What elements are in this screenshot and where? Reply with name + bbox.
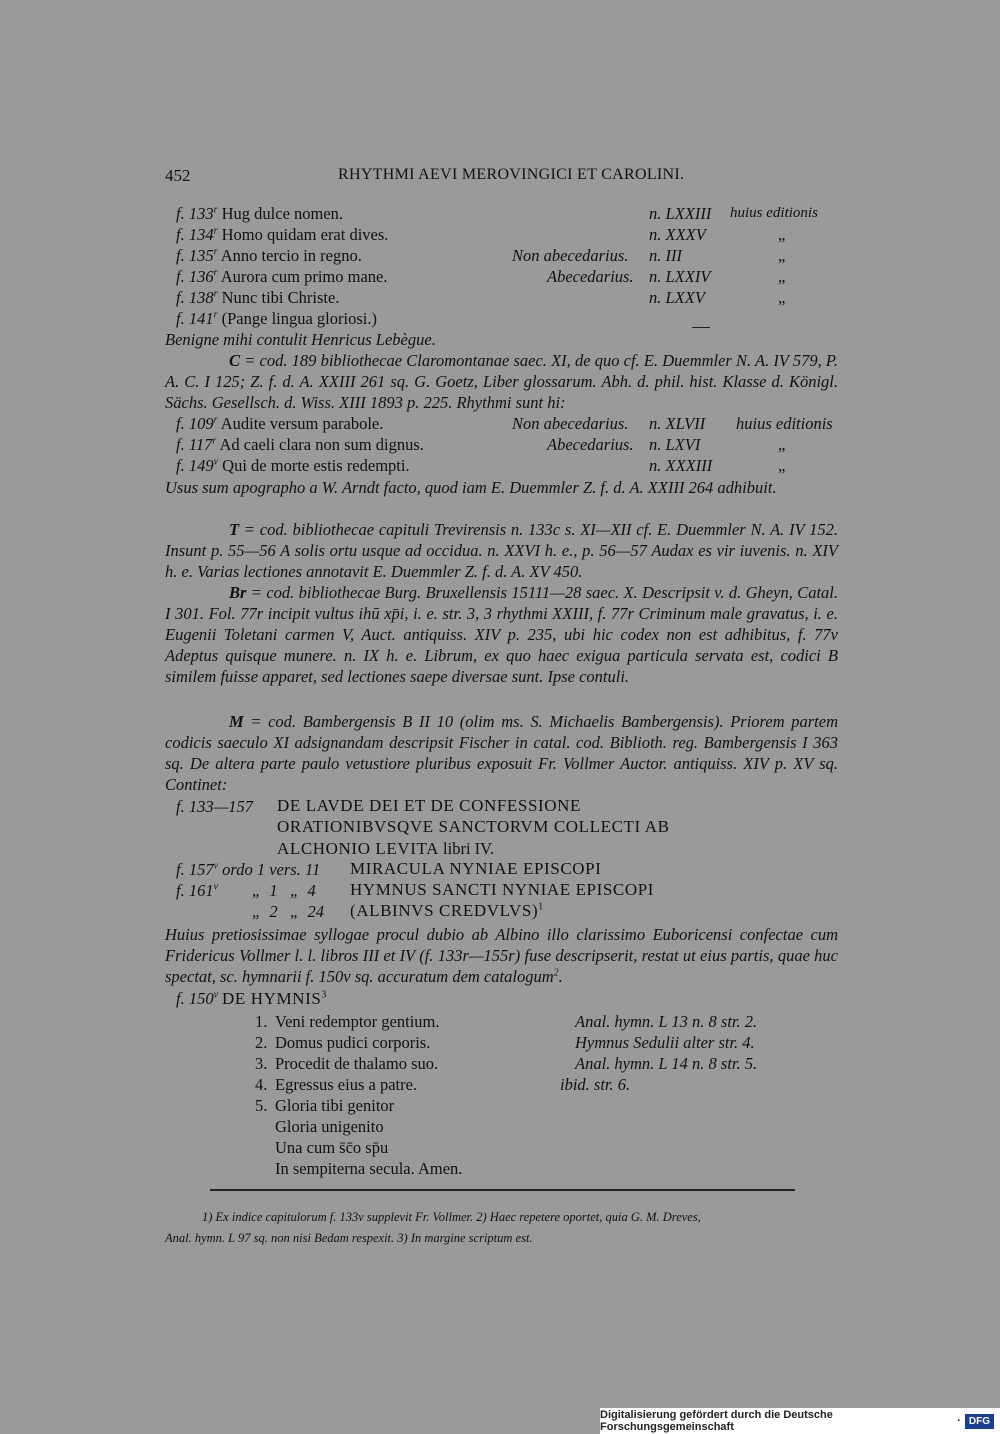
huius-paragraph: Huius pretiosissimae syllogae procul dubio ab Albino illo clarissimo Euboricensi confectae cum Fridericus Vollmer l. l. libros III et IV (f. 133r—155r) fuse descripserit, restat ut eius partis, quae huc spectat, sc. hymnarii f. 150v sq. accuratum dem catalogum$^2$. [165, 925, 838, 986]
hymn-incipit: Procedit de thalamo suo. [275, 1054, 439, 1073]
hymn-reference: Hymnus Sedulii alter str. 4. [575, 1033, 755, 1052]
hymnis-heading: f. 150$^v$ DE HYMNIS$^3$ [176, 989, 327, 1008]
hymn-line: In sempiterna secula. Amen. [275, 1159, 463, 1178]
hymn-number: 5. [255, 1096, 268, 1115]
index-row: f. 135$^r$ Anno tercio in regno. [176, 246, 362, 265]
index-type: Abecedarius. [547, 267, 634, 286]
index-row: f. 136$^r$ Aurora cum primo mane. [176, 267, 388, 286]
contents-ref: „ 1 „ 4 [252, 881, 316, 900]
hymn-incipit: Gloria tibi genitor [275, 1096, 395, 1115]
benigne-note: Benigne mihi contulit Henricus Lebègue. [165, 330, 436, 349]
hymn-incipit: Egressus eius a patre. [275, 1075, 418, 1094]
index-number: n. XLVII [649, 414, 706, 433]
index-note: „ [778, 267, 786, 286]
index-note: huius editionis [736, 414, 833, 433]
index-number: n. LXXV [649, 288, 705, 307]
index-note: „ [778, 288, 786, 307]
digitization-credit: Digitalisierung gefördert durch die Deutsche Forschungsgemeinschaft · DFG [600, 1408, 1000, 1434]
hymn-line: Gloria unigenito [275, 1117, 384, 1136]
index-note: „ [778, 435, 786, 454]
index-type: Non abecedarius. [512, 414, 629, 433]
index-number: n. XXXV [649, 225, 706, 244]
contents-title: HYMNUS SANCTI NYNIAE EPISCOPI [350, 880, 655, 899]
index-number: n. XXXIII [649, 456, 713, 475]
contents-folio: f. 133—157 [176, 797, 254, 816]
hymn-reference: ibid. str. 6. [560, 1075, 631, 1094]
contents-ref: „ 2 „ 24 [252, 902, 324, 921]
contents-folio: f. 161$^v$ [176, 881, 219, 900]
hymn-reference: Anal. hymn. L 14 n. 8 str. 5. [575, 1054, 758, 1073]
contents-title: ORATIONIBVSQVE SANCTORVM COLLECTI AB [277, 817, 670, 836]
codex-c-description: C = cod. 189 bibliothecae Claromontanae saec. XI, de quo cf. E. Duemmler N. A. IV 579, P. A. C. I 125; Z. f. d. A. XXIII 261 sq. G. Goetz, Liber glossarum. Abh. d. phil. hist. Klasse d. Königl. Sächs. Gesellsch. d. Wiss. XIII 1893 p. 225. Rhythmi sunt hi: [165, 351, 839, 412]
index-number: n. LXXIII [649, 204, 712, 223]
index-note: „ [778, 456, 786, 475]
page-number: 452 [165, 166, 191, 185]
index-type: Non abecedarius. [512, 246, 629, 265]
index-dash [692, 318, 710, 336]
hymn-number: 1. [255, 1012, 268, 1031]
codex-t-description: T = cod. bibliothecae capituli Trevirensis n. 133c s. XI—XII cf. E. Duemmler N. A. IV 152. Insunt p. 55—56 A solis ortu usque ad occidua. n. XXVI h. e., p. 56—57 Audax es vir iuvenis. n. XIV h. e. Varias lectiones annotavit E. Duemmler Z. f. d. A. XV 450. [165, 520, 839, 581]
contents-title: ALCHONIO LEVITA libri IV. [277, 839, 495, 858]
footnote-line: Anal. hymn. L 97 sq. non nisi Bedam respexit. 3) In margine scriptum est. [165, 1231, 533, 1245]
index-number: n. LXVI [649, 435, 701, 454]
index-row: f. 134$^r$ Homo quidam erat dives. [176, 225, 389, 244]
index-row: f. 109$^r$ Audite versum parabole. [176, 414, 384, 433]
credit-text: Digitalisierung gefördert durch die Deutsche Forschungsgemeinschaft [600, 1409, 833, 1433]
dfg-logo: DFG [965, 1414, 994, 1429]
contents-title: DE LAVDE DEI ET DE CONFESSIONE [277, 796, 582, 815]
hymn-number: 3. [255, 1054, 268, 1073]
index-note: „ [778, 246, 786, 265]
hymn-number: 4. [255, 1075, 268, 1094]
running-head: RHYTHMI AEVI MEROVINGICI ET CAROLINI. [338, 166, 685, 183]
hymn-line: Una cum s̄c̄o sp̄u [275, 1138, 389, 1157]
index-number: n. LXXIV [649, 267, 711, 286]
index-row: f. 141$^r$ (Pange lingua gloriosi.) [176, 309, 377, 328]
hymn-reference: Anal. hymn. L 13 n. 8 str. 2. [575, 1012, 758, 1031]
index-row: f. 117$^r$ Ad caeli clara non sum dignus. [176, 435, 424, 454]
contents-title: MIRACULA NYNIAE EPISCOPI [350, 859, 602, 878]
index-number: n. III [649, 246, 682, 265]
footnote-rule [210, 1189, 795, 1191]
contents-title: (ALBINVS CREDVLVS)$^1$ [350, 901, 544, 920]
hymn-incipit: Veni redemptor gentium. [275, 1012, 440, 1031]
usus-note: Usus sum apographo a W. Arndt facto, quod iam E. Duemmler Z. f. d. A. XXIII 264 adhibuit. [165, 478, 777, 497]
footnote-line: 1) Ex indice capitulorum f. 133v supplevit Fr. Vollmer. 2) Haec repetere oportet, quia G. M. Dreves, [202, 1210, 701, 1224]
index-row: f. 133$^r$ Hug dulce nomen. [176, 204, 344, 223]
contents-folio: f. 157$^v$ ordo 1 vers. 11 [176, 860, 321, 879]
hymn-number: 2. [255, 1033, 268, 1052]
hymn-incipit: Domus pudici corporis. [275, 1033, 431, 1052]
codex-br-description: Br = cod. bibliothecae Burg. Bruxellensis 15111—28 saec. X. Descripsit v. d. Gheyn, Catal. I 301. Fol. 77r incipit vultus ihū xp̄i, i. e. str. 3, 3 rhythmi XXIII, f. 77r Criminum male gravatus, i. e. Eugenii Toletani carmen V, Auct. antiquiss. XIV p. 235, ubi hic codex non est adhibitus, f. 77v Adeptus quisque munere. n. IX h. e. Librum, ex quo haec exigua particula servata est, codici B similem fuisse apparet, sed lectiones saepe diversae sunt. Ipse contuli. [165, 583, 838, 686]
index-note: „ [778, 225, 786, 244]
index-type: Abecedarius. [547, 435, 634, 454]
codex-m-description: M = cod. Bambergensis B II 10 (olim ms. S. Michaelis Bambergensis). Priorem partem codicis saeculo XI adsignandam descripsit Fischer in catal. cod. Biblioth. reg. Bambergensis I 363 sq. De altera parte paulo vetustiore pluribus exposuit Fr. Vollmer Auctor. antiquiss. XIV p. XV sq. Continet: [165, 712, 838, 794]
index-row: f. 149$^v$ Qui de morte estis redempti. [176, 456, 410, 475]
index-note: huius editionis [730, 205, 818, 221]
index-row: f. 138$^r$ Nunc tibi Christe. [176, 288, 340, 307]
